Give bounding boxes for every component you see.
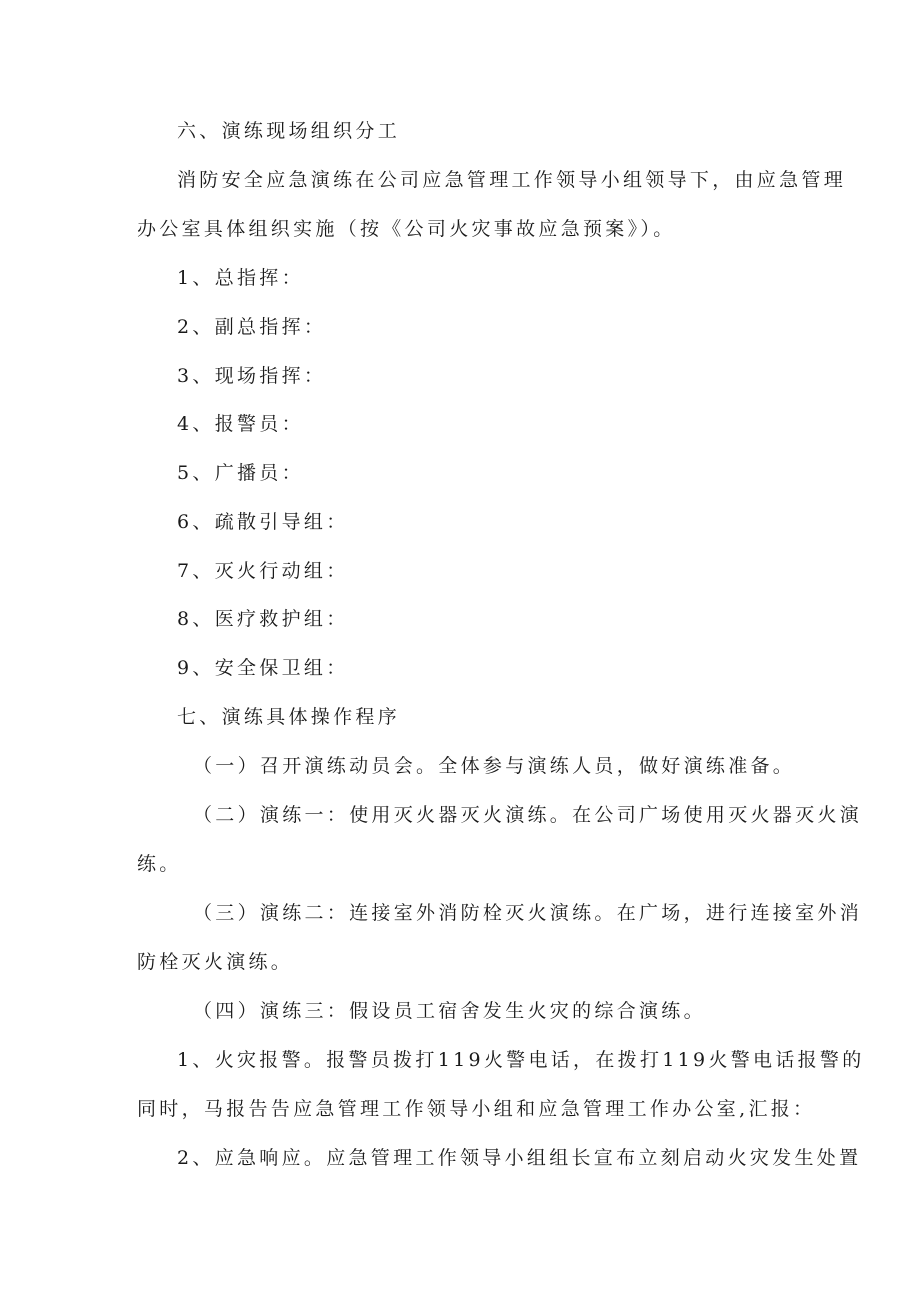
- role-item: 6、疏散引导组：: [177, 511, 349, 533]
- item-1-line1: 1、火灾报警。报警员拨打119火警电话，在拨打119火警电话报警的: [177, 1049, 865, 1071]
- role-item: 4、报警员：: [177, 413, 304, 435]
- section6-intro-line2: 办公室具体组织实施（按《公司火灾事故应急预案》）。: [137, 218, 676, 240]
- step-2-line2: 练。: [137, 853, 182, 875]
- item-2-line1: 2、应急响应。应急管理工作领导小组组长宣布立刻启动火灾发生处置: [177, 1147, 862, 1169]
- step-2-line1: （二）演练一：使用灭火器灭火演练。在公司广场使用灭火器灭火演: [193, 804, 863, 826]
- section7-heading: 七、演练具体操作程序: [177, 706, 401, 728]
- step-1: （一）召开演练动员会。全体参与演练人员，做好演练准备。: [193, 755, 796, 777]
- step-3-line2: 防栓灭火演练。: [137, 951, 294, 973]
- section6-intro-line1: 消防安全应急演练在公司应急管理工作领导小组领导下，由应急管理: [177, 169, 847, 191]
- section6-heading: 六、演练现场组织分工: [177, 120, 401, 142]
- role-item: 2、副总指挥：: [177, 316, 327, 338]
- role-item: 8、医疗救护组：: [177, 608, 349, 630]
- role-item: 3、现场指挥：: [177, 365, 327, 387]
- role-item: 9、安全保卫组：: [177, 657, 349, 679]
- role-item: 7、灭火行动组：: [177, 560, 349, 582]
- role-item: 5、广播员：: [177, 462, 304, 484]
- role-item: 1、总指挥：: [177, 267, 304, 289]
- step-4: （四）演练三：假设员工宿舍发生火灾的综合演练。: [193, 1000, 706, 1022]
- item-1-line2: 同时，马报告告应急管理工作领导小组和应急管理工作办公室,汇报：: [137, 1098, 816, 1120]
- step-3-line1: （三）演练二：连接室外消防栓灭火演练。在广场，进行连接室外消: [193, 902, 863, 924]
